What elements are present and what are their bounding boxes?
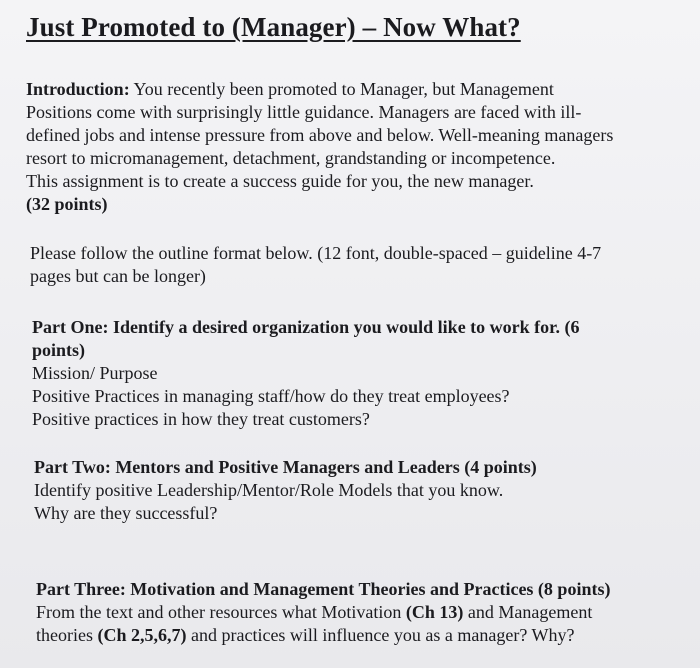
intro-points: (32 points) (26, 194, 108, 214)
page-title: Just Promoted to (Manager) – Now What? (26, 12, 521, 42)
part-two-item: Why are they successful? (34, 503, 218, 523)
part-one-heading: points) (32, 340, 86, 360)
part-one-item: Mission/ Purpose (32, 363, 158, 383)
part-one-section (32, 316, 692, 431)
part-three-line: From the text and other resources what Motivation (Ch 13) and Management (36, 602, 593, 622)
part-three-heading: Part Three: Motivation and Management Theories and Practices (8 points) (36, 579, 611, 599)
part-three-line: theories (Ch 2,5,6,7) and practices will influence you as a manager? Why? (36, 625, 575, 645)
intro-line: Positions come with surprisingly little guidance. Managers are faced with ill- (26, 102, 582, 122)
intro-line: defined jobs and intense pressure from above and below. Well-meaning managers (26, 125, 614, 145)
part-one-item: Positive Practices in managing staff/how do they treat employees? (32, 386, 510, 406)
intro-line: resort to micromanagement, detachment, grandstanding or incompetence. (26, 148, 556, 168)
intro-label: Introduction: (26, 79, 130, 99)
format-line: pages but can be longer) (30, 266, 206, 286)
introduction-section (26, 78, 686, 216)
intro-line: You recently been promoted to Manager, but Management (133, 79, 554, 99)
format-instructions (30, 242, 690, 288)
intro-line: This assignment is to create a success guide for you, the new manager. (26, 171, 534, 191)
part-one-item: Positive practices in how they treat customers? (32, 409, 370, 429)
part-two-item: Identify positive Leadership/Mentor/Role Models that you know. (34, 480, 504, 500)
part-three-section (36, 578, 696, 647)
part-two-heading: Part Two: Mentors and Positive Managers and Leaders (4 points) (34, 457, 537, 477)
part-two-section (34, 456, 694, 525)
format-line: Please follow the outline format below. (12 font, double-spaced – guideline 4-7 (30, 243, 602, 263)
part-one-heading: Part One: Identify a desired organization you would like to work for. (6 (32, 317, 580, 337)
